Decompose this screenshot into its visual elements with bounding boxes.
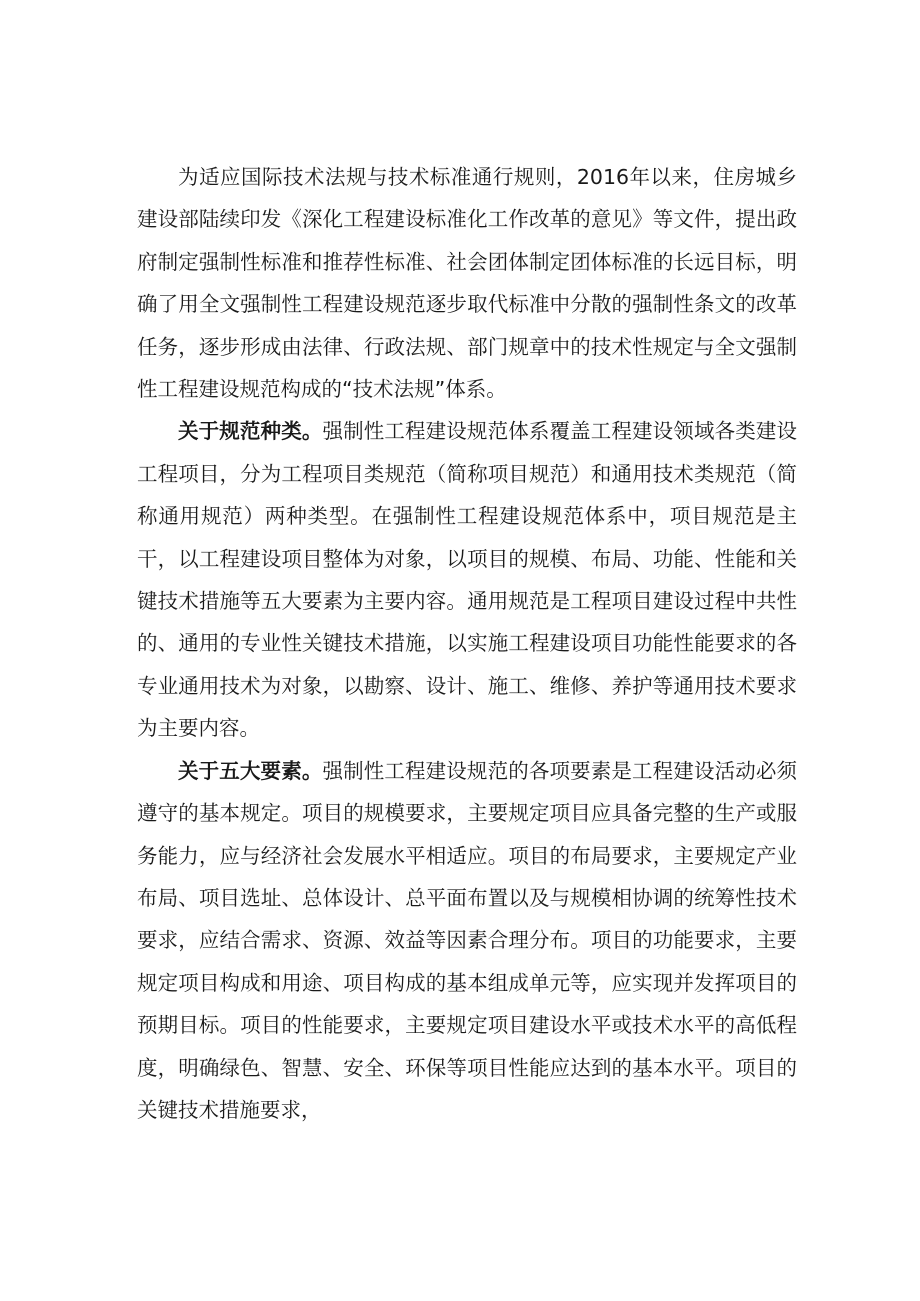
paragraph-lead: 关于五大要素。 <box>178 758 323 783</box>
paragraph-lead: 关于规范种类。 <box>178 419 323 444</box>
paragraph-five-elements <box>137 750 797 1132</box>
paragraph-text: 强制性工程建设规范体系覆盖工程建设领域各类建设工程项目，分为工程项目类规范（简称项目规范）和通用技术类规范（简称通用规范）两种类型。在强制性工程建设规范体系中，项目规范是主干，以工程建设项目整体为对象，以项目的规模、布局、功能、性能和关键技术措施等五大要素为主要内容。通用规范是工程项目建设过程中共性的、通用的专业性关键技术措施，以实施工程建设项目功能性能要求的各专业通用技术为对象，以勘察、设计、施工、维修、养护等通用技术要求为主要内容。 <box>137 419 798 741</box>
paragraph-text: 为适应国际技术法规与技术标准通行规则，2016年以来，住房城乡建设部陆续印发《深化工程建设标准化工作改革的意见》等文件，提出政府制定强制性标准和推荐性标准、社会团体制定团体标准的长远目标，明确了用全文强制性工程建设规范逐步取代标准中分散的强制性条文的改革任务，逐步形成由法律、行政法规、部门规章中的技术性规定与全文强制性工程建设规范构成的“技术法规”体系。 <box>137 165 797 402</box>
paragraph-spec-types <box>137 410 797 749</box>
paragraph-text: 强制性工程建设规范的各项要素是工程建设活动必须遵守的基本规定。项目的规模要求，主要规定项目应具备完整的生产或服务能力，应与经济社会发展水平相适应。项目的布局要求，主要规定产业布局、项目选址、总体设计、总平面布置以及与规模相协调的统筹性技术要求，应结合需求、资源、效益等因素合理分布。项目的功能要求，主要规定项目构成和用途、项目构成的基本组成单元等，应实现并发挥项目的预期目标。项目的性能要求，主要规定项目建设水平或技术水平的高低程度，明确绿色、智慧、安全、环保等项目性能应达到的基本水平。项目的关键技术措施要求， <box>137 758 798 1122</box>
paragraph-reform-background <box>137 156 797 410</box>
document-page <box>137 156 797 1131</box>
